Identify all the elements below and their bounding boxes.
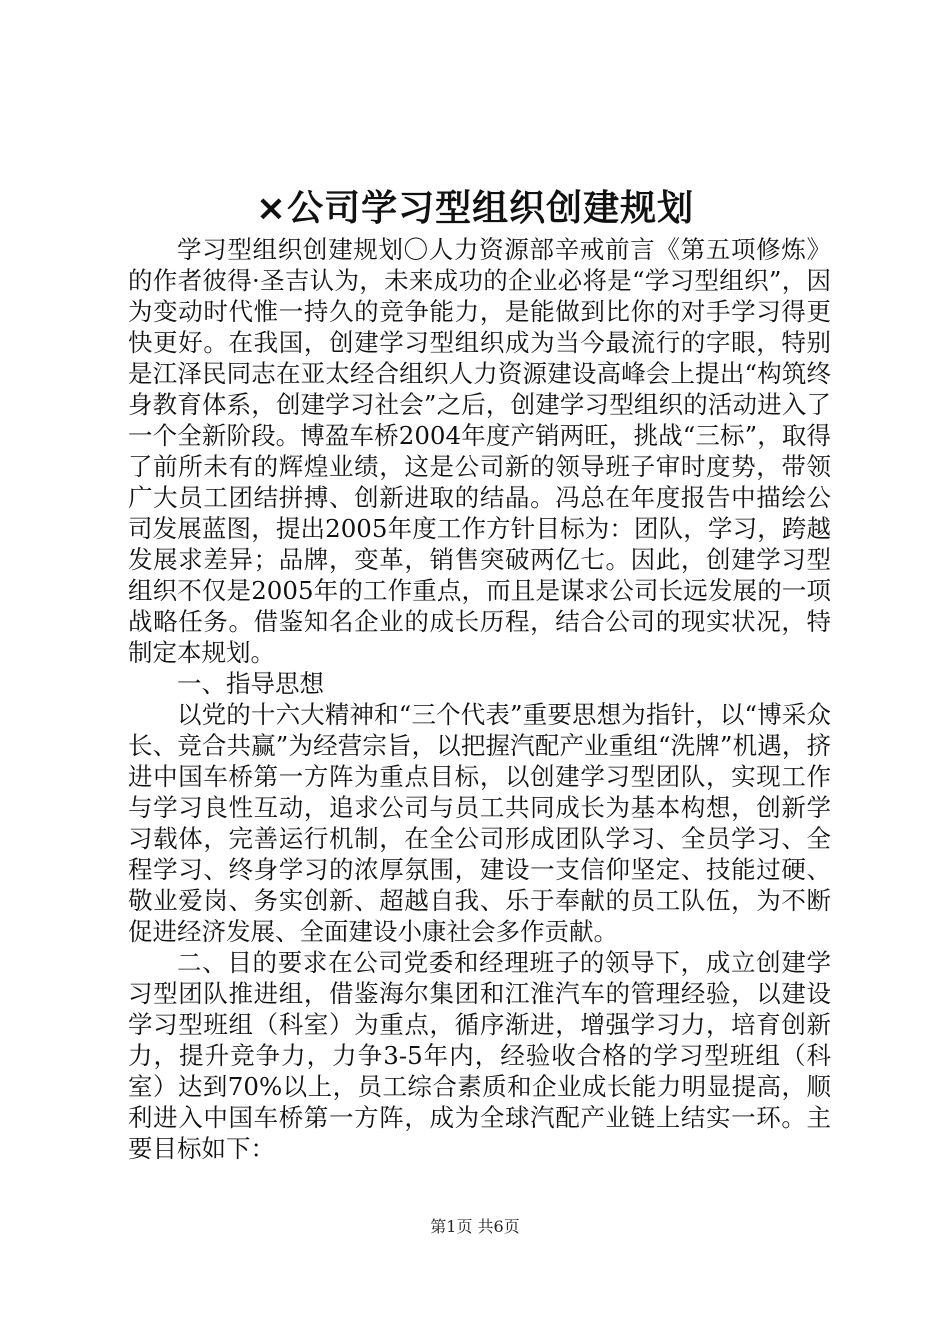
paragraph-preface: 学习型组织创建规划〇人力资源部辛戒前言《第五项修炼》的作者彼得·圣吉认为，未来成功的企业必将是“学习型组织”，因为变动时代惟一持久的竞争能力，是能做到比你的对手学习得更快更好。在我国，创建学习型组织成为当今最流行的字眼，特别是江泽民同志在亚太经合组织人力资源建设高峰会上提出“构筑终身教育体系，创建学习社会”之后，创建学习型组织的活动进入了一个全新阶段。博盈车桥2004年度产销两旺，挑战“三标”，取得了前所未有的辉煌业绩，这是公司新的领导班子审时度势，带领广大员工团结拼搏、创新进取的结晶。冯总在年度报告中描绘公司发展蓝图，提出2005年度工作方针目标为：团队，学习，跨越发展求差异；品牌，变革，销售突破两亿七。因此，创建学习型组织不仅是2005年的工作重点，而且是谋求公司长远发展的一项战略任务。借鉴知名企业的成长历程，结合公司的现实状况，特制定本规划。 (128, 235, 831, 667)
page-number-footer: 第1页 共6页 (430, 1217, 520, 1236)
paragraph-objectives: 二、目的要求在公司党委和经理班子的领导下，成立创建学习型团队推进组，借鉴海尔集团和江淮汽车的管理经验，以建设学习型班组（科室）为重点，循序渐进，增强学习力，培育创新力，提升竞争力，力争3-5年内，经验收合格的学习型班组（科室）达到70%以上，员工综合素质和企业成长能力明显提高，顺利进入中国车桥第一方阵，成为全球汽配产业链上结实一环。主要目标如下： (128, 948, 831, 1163)
heading-guiding-ideology: 一、指导思想 (177, 669, 324, 698)
document-title: ×公司学习型组织创建规划 (255, 188, 695, 229)
document-body (128, 234, 831, 1164)
paragraph-guiding-ideology: 以党的十六大精神和“三个代表”重要思想为指针，以“博采众长、竞合共赢”为经营宗旨，以把握汽配产业重组“洗牌”机遇，挤进中国车桥第一方阵为重点目标，以创建学习型团队，实现工作与学习良性互动，追求公司与员工共同成长为基本构想，创新学习载体，完善运行机制，在全公司形成团队学习、全员学习、全程学习、终身学习的浓厚氛围，建设一支信仰坚定、技能过硬、敬业爱岗、务实创新、超越自我、乐于奉献的员工队伍，为不断促进经济发展、全面建设小康社会多作贡献。 (128, 700, 831, 946)
